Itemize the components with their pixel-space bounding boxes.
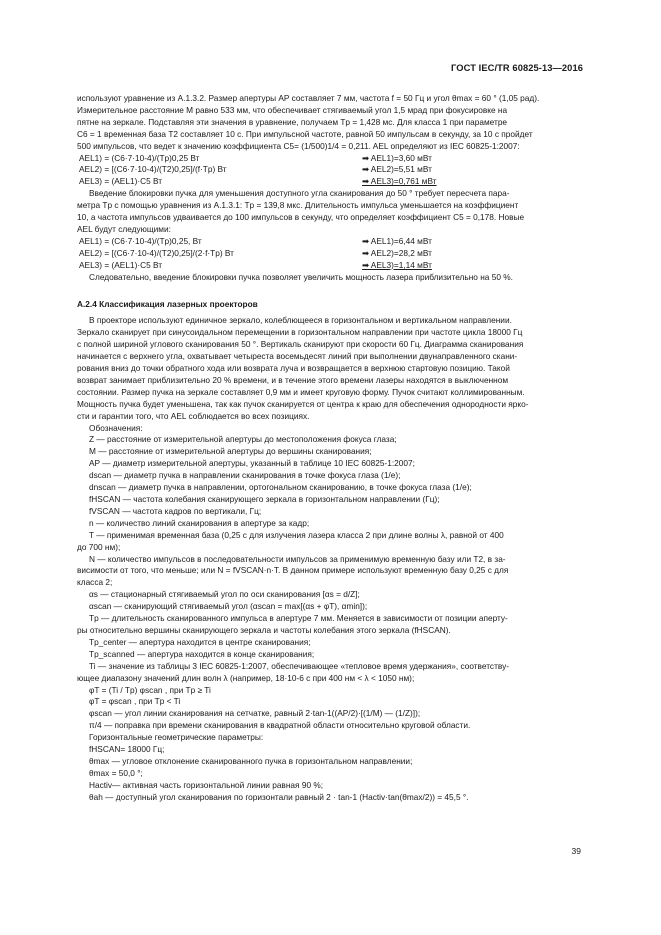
definition-item: dnscan — диаметр пучка в направлении, ортогональном сканированию, в точке фокуса глаза (1/e); [89, 482, 472, 493]
formula-lhs: AEL3) = (AEL1)·C5 Вт [79, 259, 163, 270]
definition-item: Tp_scanned — апертура находится в конце сканирования; [89, 648, 315, 659]
text-line: пятне на зеркале. Подставляя эти значения в уравнение, получаем Tp = 1,428 мс. Для класса 1 при параметре [77, 116, 508, 127]
definition-item: fVSCAN — частота кадров по вертикали, Гц; [89, 505, 262, 516]
page-body [77, 93, 587, 804]
blocking-paragraph [77, 188, 587, 236]
formula-result: ➡ AEL2)=28,2 мВт [362, 247, 432, 258]
document-header: ГОСТ IEC/TR 60825-13—2016 [451, 63, 583, 73]
definition-item: Ti — значение из таблицы 3 IEC 60825-1:2007, обеспечивающее «тепловое время удержания», соответству- [89, 660, 510, 671]
text-line: Измерительное расстояние М равно 533 мм, что обеспечивает стягиваемый угол 1,5 мрад при фокусировке на [77, 104, 508, 115]
formula-block-1 [77, 153, 587, 189]
definition-item: θmax — угловое отклонение сканированного пучка в горизонтальном направлении; [89, 755, 413, 766]
formula-result: ➡ AEL3)=0,761 мВт [362, 176, 437, 187]
definition-item: n — количество линий сканирования в апертуре за кадр; [89, 517, 310, 528]
formula-block-2 [77, 236, 587, 272]
definition-item: θmax = 50,0 °; [89, 767, 143, 778]
formula-lhs: AEL1) = (C6·7·10-4)/(Tp)0,25 Вт [79, 152, 200, 163]
text-line: метра Tp с помощью уравнения из А.1.3.1: Tp = 139,8 мкс. Длительность импульса уменьшается на коэффициент [77, 200, 519, 211]
definition-continuation: висимости от того, что меньше; или N = fVSCAN·n·T. В данном примере используют временную базу 0,25 с для [77, 565, 509, 576]
text-line: состоянии. Размер пучка на зеркале составляет 0,9 мм и имеет круговую форму. Пучок считают коллимированным. [77, 386, 525, 397]
definition-item: fHSCAN — частота колебания сканирующего зеркала в горизонтальном направлении (Гц); [89, 494, 440, 504]
text-line: 10, а частота импульсов удваивается до 100 импульсов в секунду, что определяет коэффициент C5 = 0,178. Новые [77, 212, 525, 223]
conclusion-paragraph: Следовательно, введение блокировки пучка позволяет увеличить мощность лазера приблизительно на 50 %. [89, 271, 513, 282]
formula-result: ➡ AEL1)=3,60 мВт [362, 152, 432, 163]
definition-continuation: ры относительно вершины сканирующего зеркала и частоты колебания этого зеркала (fHSCAN). [77, 624, 451, 635]
text-line: используют уравнение из А.1.3.2. Размер апертуры AP составляет 7 мм, частота f = 50 Гц и угол θmax = 60 ° (1,05 рад). [77, 93, 540, 103]
definition-item: Hactiv— активная часть горизонтальной линии равная 90 %; [89, 779, 324, 790]
text-line: начинается с верхнего угла, охватывает четыреста восемьдесят линий при выполнении двунаправленного скани- [77, 351, 518, 362]
definition-item: Горизонтальные геометрические параметры: [89, 732, 264, 743]
section-heading: А.2.4 Классификация лазерных проекторов [77, 298, 258, 309]
definition-item: N — количество импульсов в последовательности импульсов за применимую временную базу или T2, в за- [89, 553, 506, 564]
formula-row [79, 248, 587, 260]
definition-item: θah — доступный угол сканирования по горизонтали равный 2 · tan-1 (Hactiv·tan(θmax/2)) = 45,5 °. [89, 791, 469, 802]
definition-item: αscan — сканирующий стягиваемый угол (αscan = max[(αs + φT), αmin]); [89, 601, 368, 612]
text-line: возврат занимает приблизительно 20 % времени, и в течение этого времени лазеры находятся в выключенном [77, 374, 509, 385]
formula-result: ➡ AEL2)=5,51 мВт [362, 164, 432, 175]
definition-item: Z — расстояние от измерительной апертуры до местоположения фокуса глаза; [89, 434, 397, 445]
definition-continuation: ющее диапазону значений длин волн λ (например, 18·10-6 с при 400 нм < λ < 1050 нм); [77, 672, 415, 683]
definitions-list [77, 434, 587, 803]
definition-item: φscan — угол линии сканирования на сетчатке, равный 2·tan-1((AP/2)·[(1/M) — (1/Z)]); [89, 708, 421, 719]
text-line: сти и гарантии того, что AEL соблюдается во всех позициях. [77, 410, 310, 421]
intro-paragraph [77, 93, 587, 153]
text-line: C6 = 1 временная база T2 составляет 10 с. При импульсной частоте, равной 50 импульсам в секунду, за 10 с пройдет [77, 128, 533, 139]
formula-row [79, 153, 587, 165]
text-line: с полной шириной углового сканирования 50 °. Вертикаль сканируют при скорости 60 Гц. Диаграмма сканирования [77, 339, 524, 350]
definition-item: AP — диаметр измерительной апертуры, указанный в таблице 10 IEC 60825-1:2007; [89, 458, 415, 469]
definition-item: Tp — длительность сканированного импульса в апертуре 7 мм. Меняется в зависимости от позиции аперту- [89, 613, 508, 624]
definition-continuation: класса 2; [77, 577, 113, 588]
definition-item: φT = φscan , при Tp < Ti [89, 696, 181, 707]
formula-row [79, 260, 587, 272]
formula-lhs: AEL3) = (AEL1)·C5 Вт [79, 176, 163, 187]
formula-row [79, 164, 587, 176]
text-line: 500 импульсов, что ведет к значению коэффициента C5= (1/500)1/4 = 0,211. AEL определяют из IEC 60825-1:2007: [77, 140, 520, 151]
definition-item: φT = (Ti / Tp) φscan , при Tp ≥ Ti [89, 684, 211, 695]
page-number: 39 [571, 846, 581, 856]
formula-row [79, 236, 587, 248]
definition-item: fHSCAN= 18000 Гц; [89, 744, 165, 755]
text-line: рования вниз до точки обратного хода или возврата луча и возвращается в верхнюю стартовую позицию. Такой [77, 363, 510, 374]
definition-item: π/4 — поправка при времени сканирования в квадратной области относительно круговой области. [89, 720, 471, 731]
formula-row [79, 176, 587, 188]
text-line: В проекторе используют единичное зеркало, колеблющееся в горизонтальном и вертикальном направлении. [89, 315, 512, 326]
definition-continuation: до 700 нм); [77, 541, 121, 552]
text-line: Мощность пучка будет уменьшена, так как пучок сканируется от центра к краю для обеспечения однородности ярко- [77, 398, 529, 409]
notation-title: Обозначения: [89, 422, 143, 433]
formula-lhs: AEL1) = (C6·7·10-4)/(Tp)0,25, Вт [79, 235, 202, 246]
formula-lhs: AEL2) = [(C6·7·10-4)/(T2)0,25]/(f·Tp) Вт [79, 164, 227, 175]
text-line: Зеркало сканирует при синусоидальном перемещении в горизонтальном направлении при частоте цикла 18000 Гц [77, 327, 523, 338]
definition-item: αs — стационарный стягиваемый угол по оси сканирования [αs = d/Z]; [89, 589, 360, 600]
projector-paragraph [77, 315, 587, 422]
text-line: Введение блокировки пучка для уменьшения доступного угла сканирования до 50 ° требует пересчета пара- [89, 188, 510, 199]
definition-item: T — применимая временная база (0,25 с для излучения лазера класса 2 при длине волны λ, равной от 400 [89, 529, 504, 540]
definition-item: M — расстояние от измерительной апертуры до вершины сканирования; [89, 446, 372, 457]
formula-result: ➡ AEL3)=1,14 мВт [362, 259, 432, 270]
formula-result: ➡ AEL1)=6,44 мВт [362, 235, 432, 246]
text-line: AEL будут следующими: [77, 223, 171, 234]
formula-lhs: AEL2) = [(C6·7·10-4)/(T2)0,25]/(2·f·Tp) Вт [79, 247, 234, 258]
definition-item: Tp_center — апертура находится в центре сканирования; [89, 636, 311, 647]
definition-item: dscan — диаметр пучка в направлении сканирования в точке фокуса глаза (1/e); [89, 470, 401, 481]
